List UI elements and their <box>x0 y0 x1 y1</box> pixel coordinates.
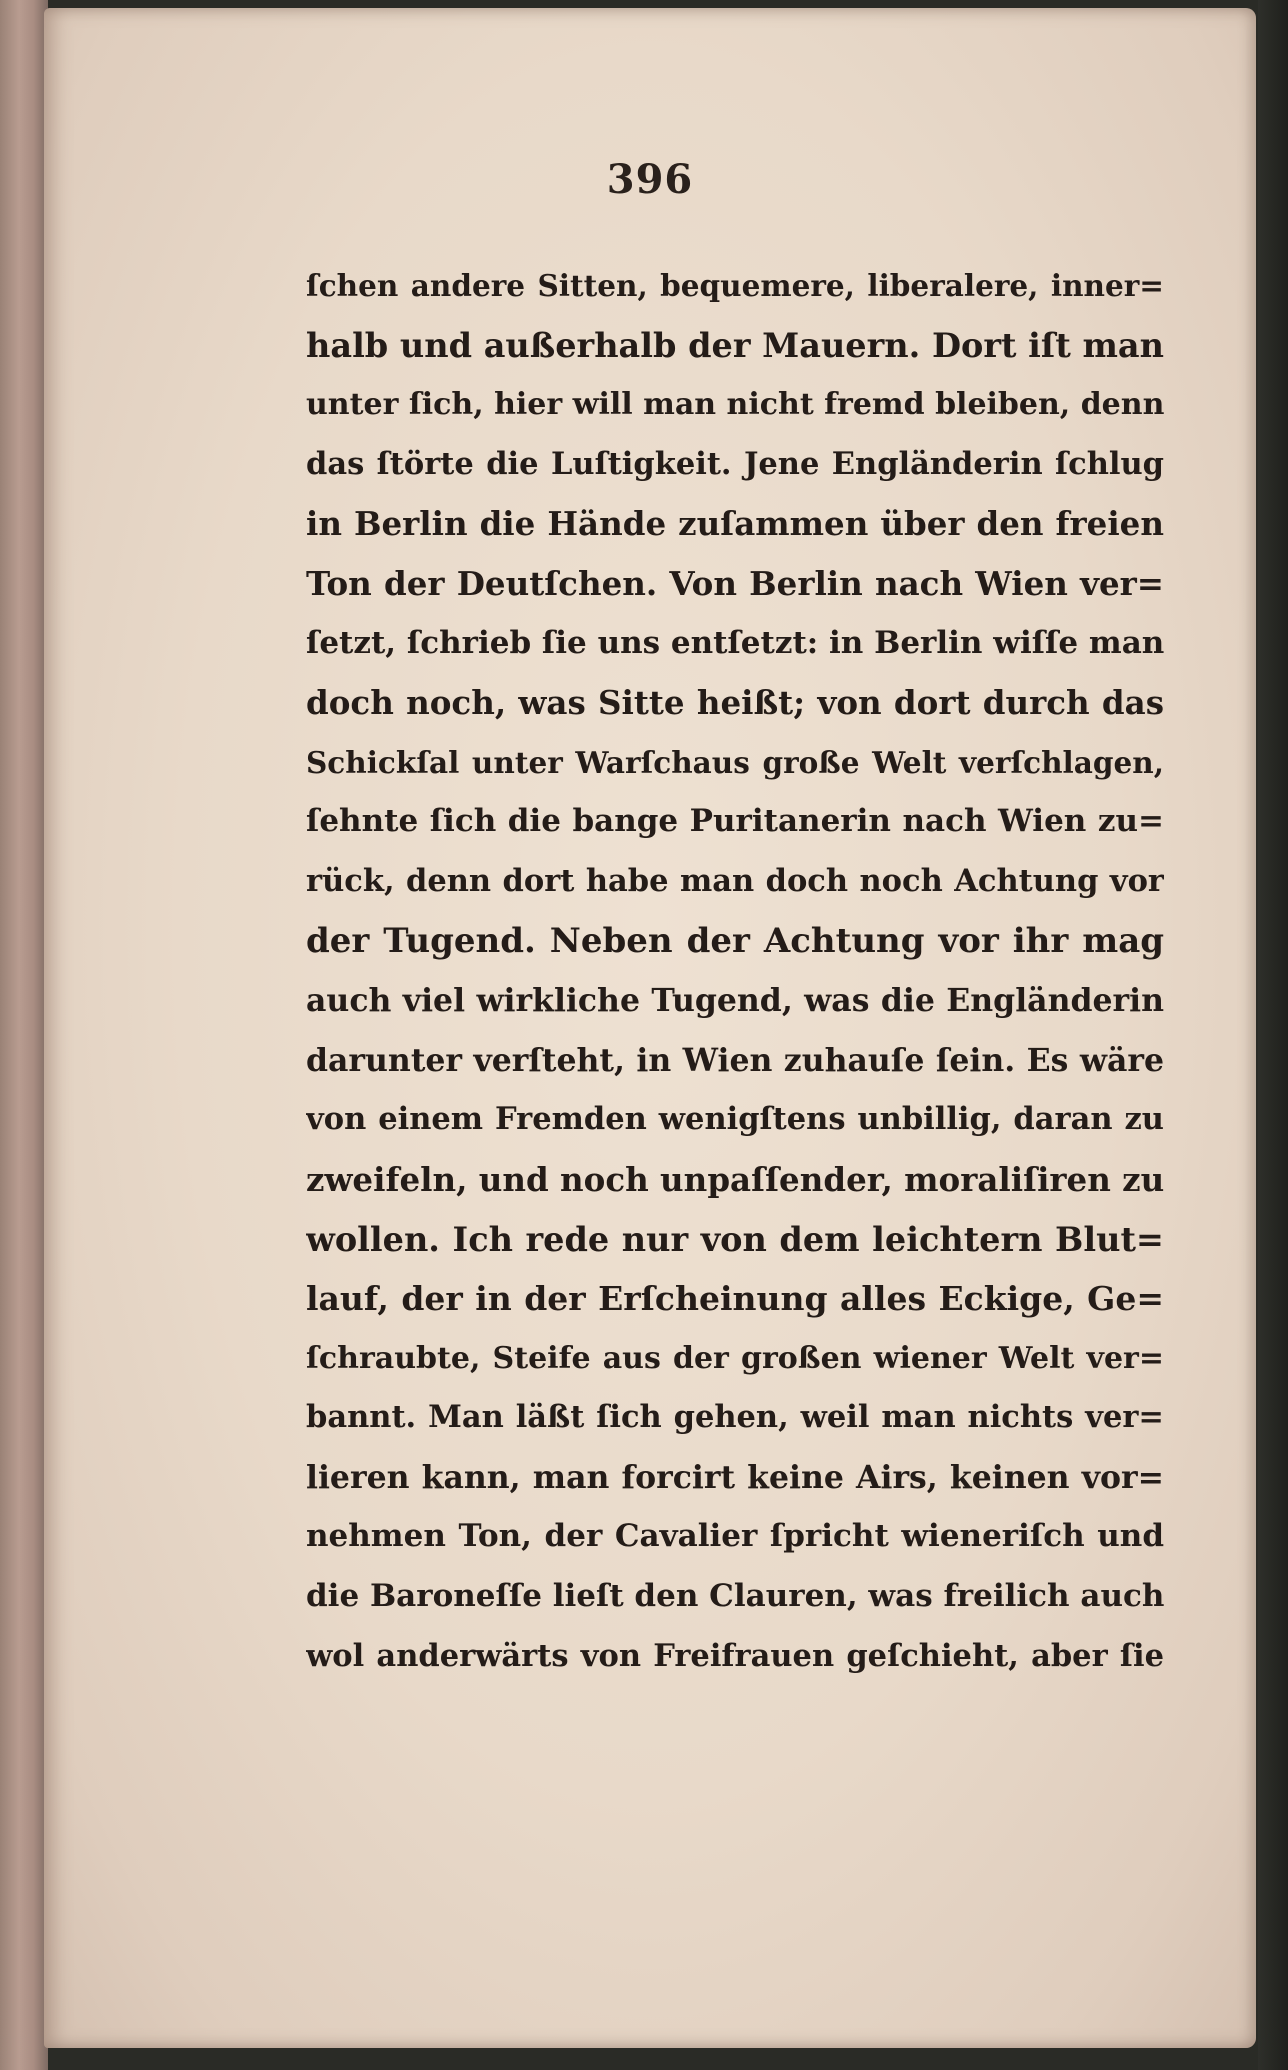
body-text <box>306 256 1164 1686</box>
background-right <box>1258 0 1288 2070</box>
page-number: 396 <box>606 156 694 203</box>
page-edge-stack <box>0 0 48 2070</box>
text-line: ſetzt, ſchrieb ſie uns entſetzt: in Berlin wiſſe man <box>306 624 1164 661</box>
page-paper <box>44 8 1256 2048</box>
text-line: lauf, der in der Erſcheinung alles Eckige, Ge= <box>306 1279 1164 1319</box>
text-line: das ſtörte die Luſtigkeit. Jene Engländerin ſchlug <box>306 445 1164 482</box>
text-line: wollen. Ich rede nur von dem leichtern Blut= <box>306 1219 1164 1259</box>
text-line: ſehnte ſich die bange Puritanerin nach Wien zu= <box>306 803 1164 840</box>
text-line: Ton der Deutſchen. Von Berlin nach Wien ver= <box>306 563 1164 603</box>
text-line: doch noch, was Sitte heißt; von dort durch das <box>306 683 1164 723</box>
text-line: Schickſal unter Warſchaus große Welt verſchlagen, <box>306 744 1164 780</box>
text-line: ſchraubte, Steife aus der großen wiener Welt ver= <box>306 1340 1164 1376</box>
text-line: auch viel wirkliche Tugend, was die Engländerin <box>306 982 1164 1020</box>
text-line: zweifeln, und noch unpaſſender, moraliſiren zu <box>306 1159 1164 1199</box>
text-line: in Berlin die Hände zuſammen über den freien <box>306 504 1164 544</box>
text-line: halb und außerhalb der Mauern. Dort iſt man <box>306 325 1164 365</box>
text-line: lieren kann, man forcirt keine Airs, keinen vor= <box>306 1458 1164 1496</box>
text-line: von einem Fremden wenigſtens unbillig, daran zu <box>306 1101 1164 1138</box>
text-line: darunter verſteht, in Wien zuhauſe ſein. Es wäre <box>306 1041 1164 1079</box>
text-line: bannt. Man läßt ſich gehen, weil man nichts ver= <box>306 1399 1164 1436</box>
text-line: wol anderwärts von Freifrauen geſchieht, aber ſie <box>306 1637 1164 1674</box>
text-line: ſchen andere Sitten, bequemere, liberalere, inner= <box>306 268 1164 303</box>
text-line: unter ſich, hier will man nicht fremd bleiben, denn <box>306 387 1164 423</box>
text-line: nehmen Ton, der Cavalier ſpricht wieneriſch und <box>306 1518 1164 1555</box>
text-line: der Tugend. Neben der Achtung vor ihr mag <box>306 920 1164 961</box>
text-line: die Baroneſſe lieſt den Clauren, was freilich auch <box>306 1578 1164 1615</box>
text-line: rück, denn dort habe man doch noch Achtung vor <box>306 862 1164 899</box>
